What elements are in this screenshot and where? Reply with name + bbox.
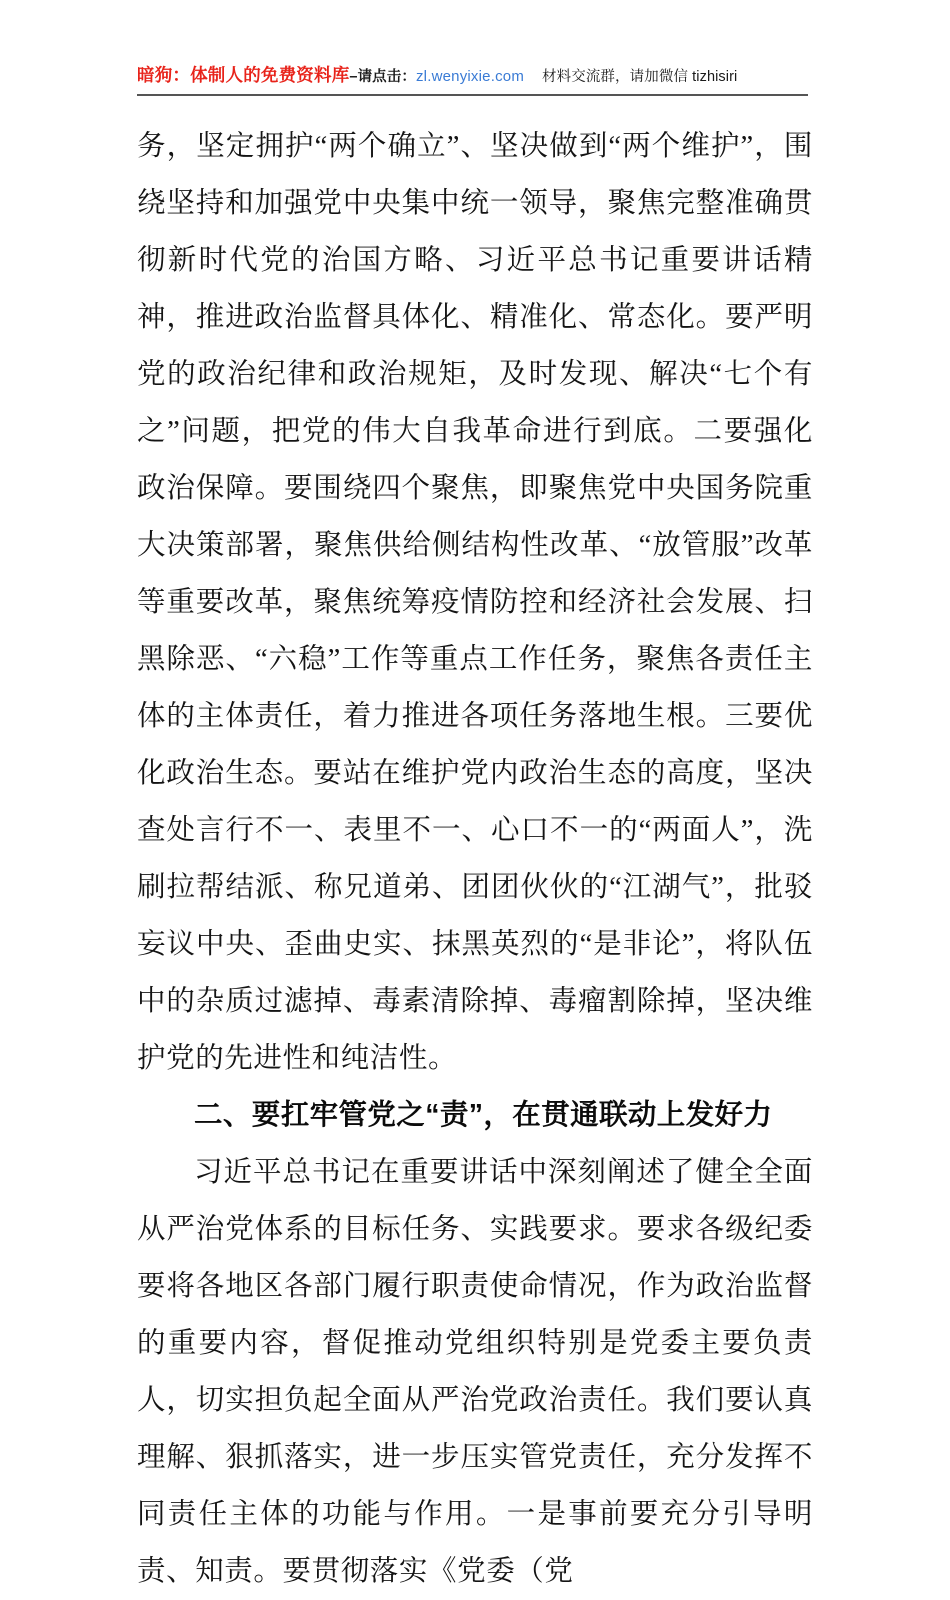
header-divider-rule: [137, 94, 808, 96]
banner-wechat-note: 材料交流群，请加微信 tizhisiri: [542, 69, 738, 85]
document-body: [137, 118, 813, 1600]
banner-site-link[interactable]: zl.wenyixie.com: [415, 68, 525, 85]
banner-click-label: –请点击：: [349, 69, 416, 85]
banner-site-label: 暗狗：体制人的免费资料库: [137, 65, 350, 85]
paragraph-party-governance-responsibility: 习近平总书记在重要讲话中深刻阐述了健全全面从严治党体系的目标任务、实践要求。要求各级纪委要将各地区各部门履行职责使命情况，作为政治监督的重要内容，督促推动党组织特别是党委主要负责人，切实担负起全面从严治党政治责任。我们要认真理解、狠抓落实，进一步压实管党责任，充分发挥不同责任主体的功能与作用。一是事前要充分引导明责、知责。要贯彻落实《党委（党: [137, 1157, 813, 1587]
section-heading-two: 二、要扛牢管党之“责”，在贯通联动上发好力: [194, 1099, 773, 1131]
page-header-banner: [137, 58, 808, 92]
paragraph-continued-political-supervision: 务，坚定拥护“两个确立”、坚决做到“两个维护”，围绕坚持和加强党中央集中统一领导，聚焦完整准确贯彻新时代党的治国方略、习近平总书记重要讲话精神，推进政治监督具体化、精准化、常态化。要严明党的政治纪律和政治规矩，及时发现、解决“七个有之”问题，把党的伟大自我革命进行到底。二要强化政治保障。要围绕四个聚焦，即聚焦党中央国务院重大决策部署，聚焦供给侧结构性改革、“放管服”改革等重要改革，聚焦统筹疫情防控和经济社会发展、扫黑除恶、“六稳”工作等重点工作任务，聚焦各责任主体的主体责任，着力推进各项任务落地生根。三要优化政治生态。要站在维护党内政治生态的高度，坚决查处言行不一、表里不一、心口不一的“两面人”，洗刷拉帮结派、称兄道弟、团团伙伙的“江湖气”，批驳妄议中央、歪曲史实、抹黑英烈的“是非论”，将队伍中的杂质过滤掉、毒素清除掉、毒瘤割除掉，坚决维护党的先进性和纯洁性。: [137, 131, 813, 1074]
